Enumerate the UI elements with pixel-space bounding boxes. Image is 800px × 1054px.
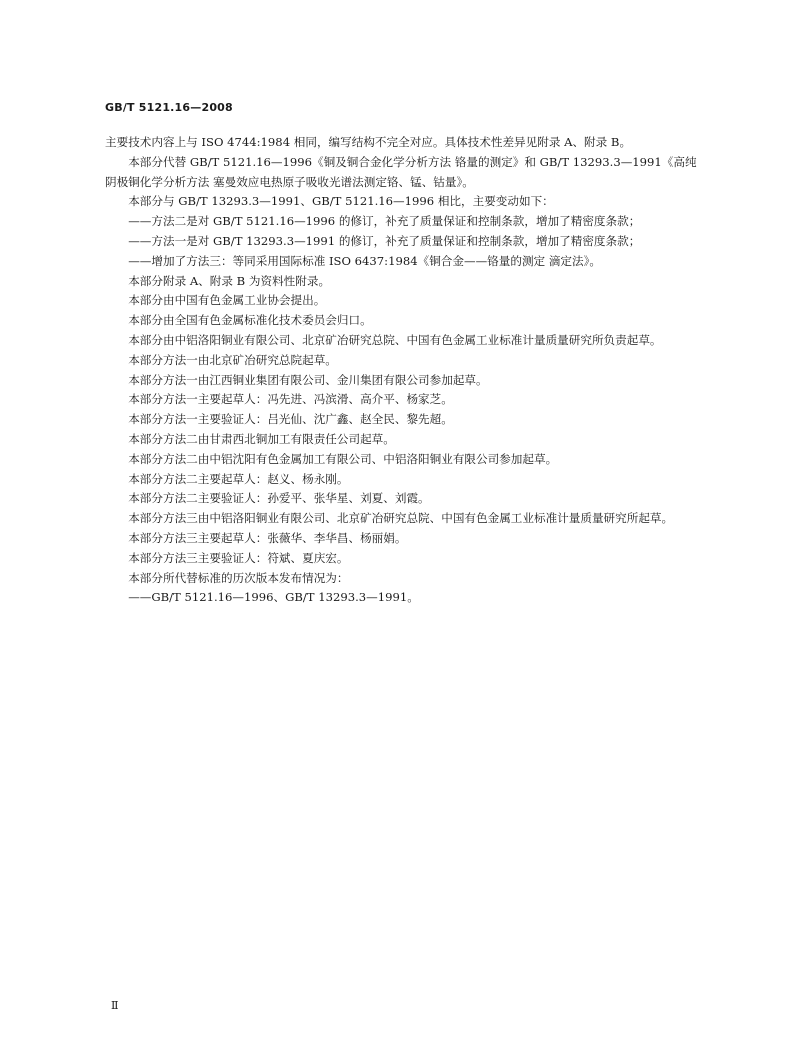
paragraph-method1-drafter: 本部分方法一由北京矿冶研究总院起草。 (128, 352, 337, 367)
list-item-change-method1: ——方法一是对 GB/T 13293.3—1991 的修订，补充了质量保证和控制条款，增加了精密度条款； (128, 233, 641, 248)
page-number: Ⅱ (111, 999, 119, 1012)
paragraph-appendix: 本部分附录 A、附录 B 为资料性附录。 (128, 273, 331, 288)
paragraph-proposed-by: 本部分由中国有色金属工业协会提出。 (128, 293, 326, 308)
paragraph-method3-drafter: 本部分方法三由中铝洛阳铜业有限公司、北京矿冶研究总院、中国有色金属工业标准计量质量研究所起草。 (128, 511, 674, 526)
paragraph-previous-editions: 本部分所代替标准的历次版本发布情况为： (128, 570, 349, 585)
list-item-previous-editions: ——GB/T 5121.16—1996、GB/T 13293.3—1991。 (128, 590, 419, 605)
paragraph-under-jurisdiction: 本部分由全国有色金属标准化技术委员会归口。 (128, 313, 372, 328)
paragraph-method2-verifiers: 本部分方法二主要验证人：孙爱平、张华星、刘夏、刘霞。 (128, 491, 430, 506)
paragraph-method3-verifiers: 本部分方法三主要验证人：符斌、夏庆宏。 (128, 550, 349, 565)
paragraph-technical-content: 主要技术内容上与 ISO 4744:1984 相同，编写结构不完全对应。具体技术性差异见附录 A、附录 B。 (105, 135, 632, 149)
paragraph-method2-main-drafters: 本部分方法二主要起草人：赵义、杨永刚。 (128, 471, 349, 486)
paragraph-method1-participants: 本部分方法一由江西铜业集团有限公司、金川集团有限公司参加起草。 (128, 372, 488, 387)
paragraph-replaces: 本部分代替 GB/T 5121.16—1996《铜及铜合金化学分析方法 铬量的测定》和 GB/T 13293.3—1991《高纯阴极铜化学分析方法 塞曼效应电热原子吸收光谱法测定铬、锰、钴量》。 (105, 154, 697, 189)
standard-code-header: GB/T 5121.16—2008 (105, 101, 233, 114)
paragraph-changes-intro: 本部分与 GB/T 13293.3—1991、GB/T 5121.16—1996 相比，主要变动如下： (128, 194, 554, 209)
paragraph-method1-main-drafters: 本部分方法一主要起草人：冯先进、冯滨滑、高介平、杨家芝。 (128, 392, 453, 407)
paragraph-method2-drafter: 本部分方法二由甘肃西北铜加工有限责任公司起草。 (128, 431, 395, 446)
paragraph-method2-participants: 本部分方法二由中铝沈阳有色金属加工有限公司、中铝洛阳铜业有限公司参加起草。 (128, 451, 558, 466)
paragraph-method1-verifiers: 本部分方法一主要验证人：吕光仙、沈广鑫、赵全民、黎先超。 (128, 412, 453, 427)
list-item-change-method2: ——方法二是对 GB/T 5121.16—1996 的修订，补充了质量保证和控制条款，增加了精密度条款； (128, 214, 641, 229)
list-item-change-method3: ——增加了方法三：等同采用国际标准 ISO 6437:1984《铜合金——铬量的测定 滴定法》。 (128, 253, 601, 268)
paragraph-method3-main-drafters: 本部分方法三主要起草人：张薇华、李华昌、杨丽娟。 (128, 530, 407, 545)
document-body (105, 133, 705, 608)
paragraph-drafted-by: 本部分由中铝洛阳铜业有限公司、北京矿冶研究总院、中国有色金属工业标准计量质量研究所负责起草。 (128, 332, 662, 347)
